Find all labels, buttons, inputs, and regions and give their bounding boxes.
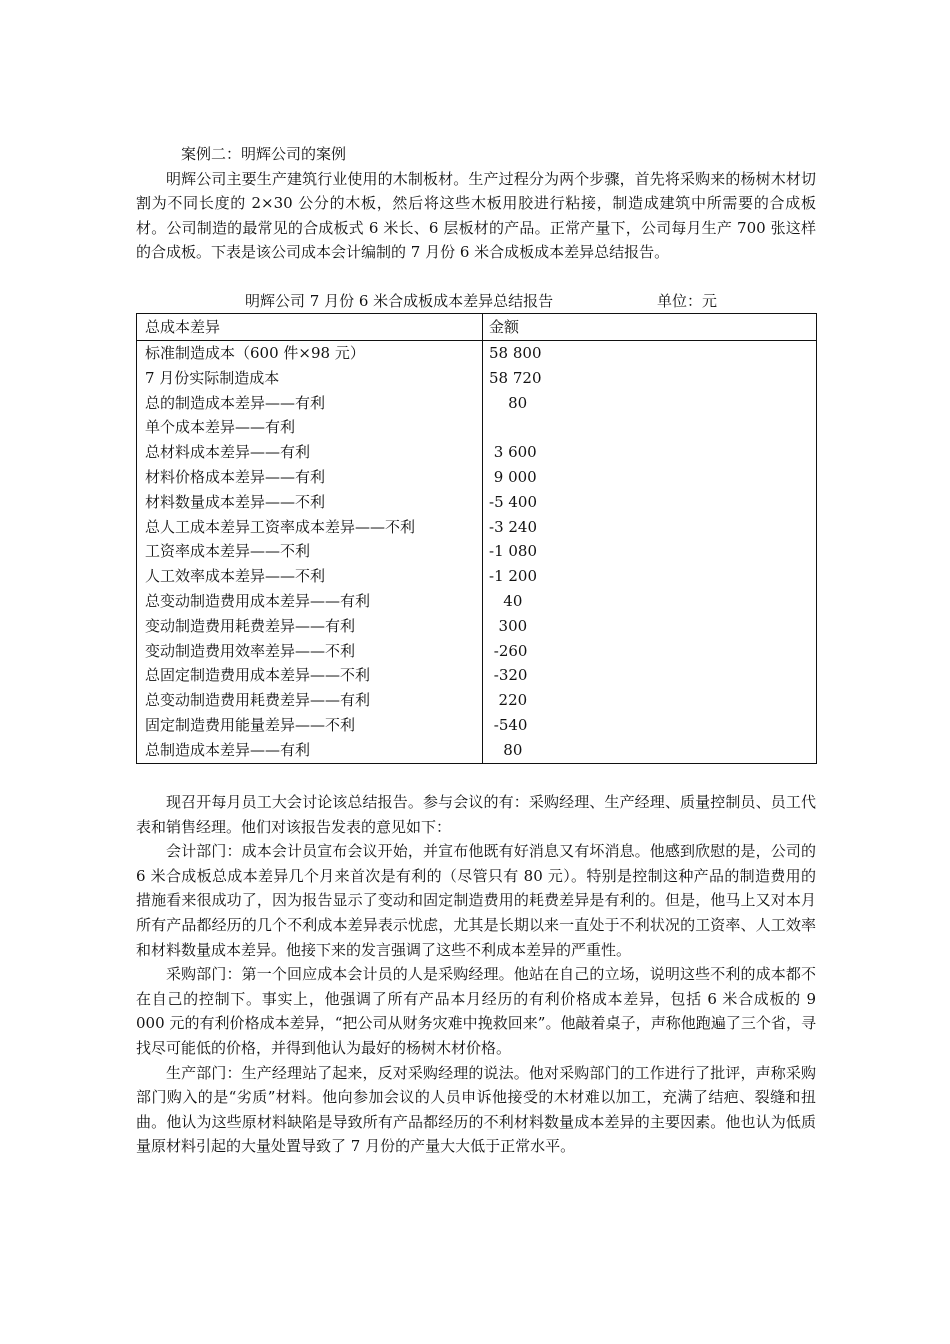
discussion-purchasing: 采购部门：第一个回应成本会计员的人是采购经理。他站在自己的立场，说明这些不利的成本都不在自己的控制下。事实上，他强调了所有产品本月经历的有利价格成本差异，包括 6 米合成板的 9 000 元的有利价格成本差异，“把公司从财务灾难中挽救回来”。他敲着桌子，声称他跑遍了三个省，寻找尽可能低的价格，并得到他认为最好的杨树木材价格。: [136, 965, 816, 1057]
row-amount: -1 080: [489, 542, 538, 561]
row-item: 材料价格成本差异——有利: [145, 467, 326, 486]
header-item: 总成本差异: [137, 314, 483, 341]
intro-section: [136, 142, 816, 265]
row-amount: -320: [489, 666, 528, 685]
variance-report-table: [136, 313, 817, 764]
items-column: [137, 341, 483, 764]
row-item: 7 月份实际制造成本: [145, 368, 280, 387]
row-item: 变动制造费用效率差异——不利: [145, 641, 356, 660]
row-item: 人工效率成本差异——不利: [145, 567, 326, 586]
row-amount: 9 000: [489, 467, 537, 486]
row-item: 总变动制造费用耗费差异——有利: [145, 691, 371, 710]
row-amount: [489, 415, 816, 440]
discussion-accounting: 会计部门：成本会计员宣布会议开始，并宣布他既有好消息又有坏消息。他感到欣慰的是，公司的 6 米合成板总成本差异几个月来首次是有利的（尽管只有 80 元）。特别是控制这种产品的制造费用的措施看来很成功了，因为报告显示了变动和固定制造费用的耗费差异是有利的。但是，他马上又对本月所有产品都经历的几个不利成本差异表示忧虑，尤其是长期以来一直处于不利状况的工资率、人工效率和材料数量成本差异。他接下来的发言强调了这些不利成本差异的严重性。: [136, 842, 816, 959]
discussion-production: 生产部门：生产经理站了起来，反对采购经理的说法。他对采购部门的工作进行了批评，声称采购部门购入的是“劣质”材料。他向参加会议的人员申诉他接受的木材难以加工，充满了结疤、裂缝和扭曲。他认为这些原材料缺陷是导致所有产品都经历的不利材料数量成本差异的主要因素。他也认为低质量原材料引起的大量处置导致了 7 月份的产量大大低于正常水平。: [136, 1063, 816, 1156]
row-amount: 40: [489, 591, 523, 610]
row-amount: 80: [489, 740, 523, 759]
case-title: 案例二：明辉公司的案例: [181, 145, 347, 163]
row-item: 总变动制造费用成本差异——有利: [145, 591, 371, 610]
report-unit: 单位：元: [657, 292, 718, 310]
row-amount: -260: [489, 641, 528, 660]
row-amount: 220: [489, 691, 528, 710]
row-amount: 3 600: [489, 443, 537, 462]
row-amount: 300: [489, 616, 528, 635]
discussion-section: [136, 790, 816, 1159]
intro-paragraph: 明辉公司主要生产建筑行业使用的木制板材。生产过程分为两个步骤，首先将采购来的杨树木材切割为不同长度的 2×30 公分的木板，然后将这些木板用胶进行粘接，制造成建筑中所需要的合成板材。公司制造的最常见的合成板式 6 米长、6 层板材的产品。正常产量下，公司每月生产 700 张这样的合成板。下表是该公司成本会计编制的 7 月份 6 米合成板成本差异总结报告。: [136, 169, 816, 262]
row-item: 总固定制造费用成本差异——不利: [145, 666, 371, 685]
table-body-row: [137, 341, 817, 764]
row-item: 工资率成本差异——不利: [145, 542, 311, 561]
row-item: 总人工成本差异工资率成本差异——不利: [145, 517, 416, 536]
row-item: 总的制造成本差异——有利: [145, 393, 326, 412]
row-item: 固定制造费用能量差异——不利: [145, 715, 356, 734]
row-item: 变动制造费用耗费差异——有利: [145, 616, 356, 635]
row-item: 总制造成本差异——有利: [145, 740, 311, 759]
report-title: 明辉公司 7 月份 6 米合成板成本差异总结报告: [245, 292, 554, 310]
row-amount: -5 400: [489, 492, 538, 511]
row-item: 单个成本差异——有利: [145, 418, 296, 437]
row-item: 材料数量成本差异——不利: [145, 492, 326, 511]
row-amount: 80: [489, 393, 528, 412]
row-amount: -1 200: [489, 567, 538, 586]
row-amount: 58 800: [489, 344, 542, 362]
row-amount: -3 240: [489, 517, 538, 536]
table-header-row: [137, 314, 817, 341]
amounts-column: [483, 341, 817, 764]
header-amount: 金额: [483, 314, 817, 341]
discussion-p1: 现召开每月员工大会讨论该总结报告。参与会议的有：采购经理、生产经理、质量控制员、员工代表和销售经理。他们对该报告发表的意见如下：: [136, 793, 816, 836]
row-item: 标准制造成本（600 件×98 元）: [145, 344, 365, 362]
row-amount: 58 720: [489, 368, 542, 387]
row-amount: -540: [489, 715, 528, 734]
row-item: 总材料成本差异——有利: [145, 443, 311, 462]
